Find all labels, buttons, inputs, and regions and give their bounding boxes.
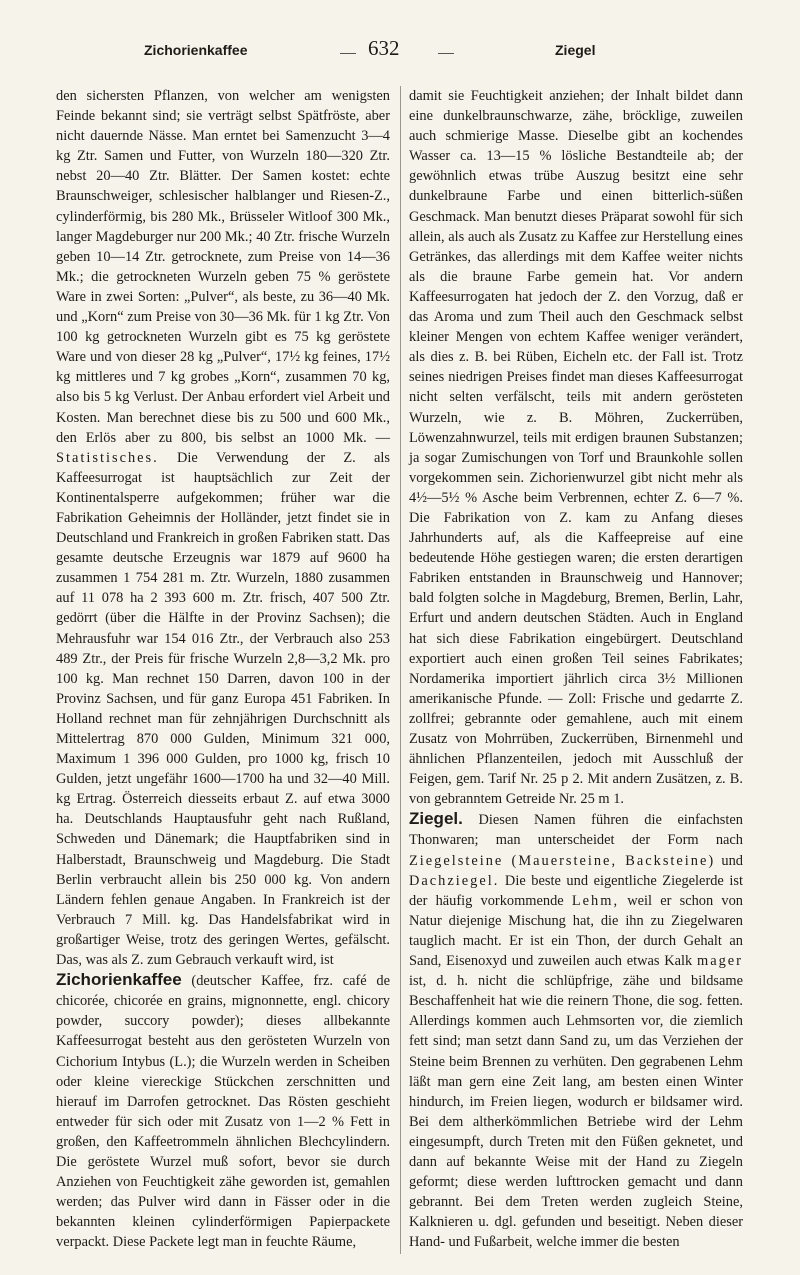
left-column (56, 86, 390, 1252)
text-segment: weil er schon von Natur diejenige Mischung hat, die ihn zu Ziegelwaren tauglich macht. Er ist ein Thon, der durch Gehalt an Sand, Eisenoxyd und zuweilen auch etwas Kalk (409, 892, 743, 970)
entry-zichorienkaffee (56, 970, 390, 1252)
text-segment: Die Verwendung der Z. als Kaffeesurrogat ist hauptsächlich zur Zeit der Kontinentalsperre aufgekommen; früher war die Fabrikation Geheimnis der Holländer, jetzt findet sie in Deutschland und Frankreich in großen Fabriken statt. Das gesamte deutsche Erzeugnis war 1879 auf 9600 ha zusammen 1 754 281 m. Ztr. Wurzeln, 1880 zusammen auf 11 078 ha 2 393 600 m. Ztr. frisch, 407 500 Ztr. gedörrt (über die Hälfte in der Provinz Sachsen); die Mehrausfuhr war 154 016 Ztr., der Verbrauch also 253 489 Ztr., der Preis für frische Wurzeln 2,8—3,2 Mk. pro 100 kg. Man rechnet 150 Darren, davon 100 in der Provinz Sachsen, und für ganz Europa 451 Fabriken. In Holland rechnet man für zehnjährigen Durchschnitt als Mittelertrag 870 000 Gulden, Minimum 321 000, Maximum 1 396 000 Gulden, pro 1000 kg, frisch 10 Gulden, jetzt ungefähr 1600—1700 ha und 32—40 Mill. kg Ertrag. Österreich diesseits erbaut Z. auf etwa 3000 ha. Deutschlands Hauptausfuhr geht nach Rußland, Schweden und Dänemark; die Hauptfabriken sind in Halberstadt, Braunschweig und Magdeburg. Die Stadt Berlin verbraucht allein bis 250 000 kg. Von andern Ländern fehlen genaue Angaben. In Frankreich ist der Verbrauch 7 Mill. kg. Das Handelsfabrikat wird in großartiger Weise, trotz des geringen Wertes, gefälscht. Das, was als Z. zum Gebrauch verkauft wird, ist (56, 449, 390, 969)
text-segment: ist, d. h. nicht die schlüpfrige, zähe und bildsame Beschaffenheit hat wie die reinern Thone, die sog. fetten. Allerdings kommen auch Lehmsorten vor, die ziemlich fett sind; man setzt dann Sand zu, um das Verziehen der Steine beim Brennen zu verhüten. Den gegrabenen Lehm läßt man gern eine Zeit lang, am besten einen Winter hindurch, im Freien liegen, wodurch er bildsamer wird. Bei dem altherkömmlichen Betriebe wird der Lehm eingesumpft, durch Treten mit den Füßen geknetet, und dann auf bekannte Weise mit der Hand zu Ziegeln geformt; diese werden lufttrocken gemacht und dann gebrannt. Bei dem Treten werden zugleich Steine, Kalknieren u. dgl. gefunden und beseitigt. Neben dieser Hand- und Fußarbeit, welche immer die besten (409, 973, 743, 1251)
right-column (409, 86, 743, 1252)
text-segment: Diesen Namen führen die einfachsten Thonwaren; man unterscheidet der Form nach (409, 812, 743, 849)
spaced-term-dachziegel: Dachziegel. (409, 872, 500, 889)
text-segment: Die beste und eigentliche Ziegelerde ist der häufig vorkommende (409, 872, 743, 909)
lemma-zichorienkaffee: Zichorienkaffee (56, 970, 182, 990)
text-segment: und (721, 852, 743, 869)
paragraph-zichorie-cultivation (56, 86, 390, 970)
header-dash-right (438, 53, 454, 54)
header-right-title: Ziegel (555, 42, 596, 58)
header-left-title: Zichorienkaffee (144, 42, 248, 58)
paragraph-zichorienkaffee-continued: damit sie Feuchtigkeit anziehen; der Inhalt bildet dann eine dunkelbraunschwarze, zähe, bröcklige, zuweilen auch schmierige Masse. Dieselbe gibt an kochendes Wasser ca. 13—15 % lösliche Bestandteile ab; der gewöhnlich etwas trübe Auszug besitzt eine sehr dunkelbraune Farbe und einen bitterlich-süßen Geschmack. Man benutzt dieses Präparat sowohl für sich allein, als auch als Zusatz zu Kaffee zur Herstellung eines Getränkes, das allerdings mit dem Kaffee weiter nichts als die braune Farbe gemein hat. Vor andern Kaffeesurrogaten hat jedoch der Z. den Vorzug, daß er das Aroma und zum Theil auch den Geschmack selbst kleiner Mengen von echtem Kaffee weniger verändert, als dies z. B. bei Rüben, Eicheln etc. der Fall ist. Trotz seines niedrigen Preises findet man dieses Kaffeesurrogat nicht selten verfälscht, teils mit andern gerösteten Wurzeln, wie z. B. Möhren, Zuckerrüben, Löwenzahnwurzel, teils mit erdigen braunen Substanzen; ja sogar Zumischungen von Torf und Braunkohle sollen vorgekommen sein. Zichorienwurzel gibt nicht mehr als 4½—5½ % Asche beim Verbrennen, echter Z. 6—7 %. Die Fabrikation von Z. kam zu Anfang dieses Jahrhunderts auf, als die Kaffeepreise auf eine bedeutende Höhe gestiegen waren; die ersten derartigen Fabriken entstanden in Braunschweig und Hannover; bald folgten solche in Magdeburg, Bremen, Berlin, Lahr, Erfurt und andern deutschen Städten. Auch in England hat sich diese Fabrikation eingebürgert. Deutschland exportiert auch einen großen Teil seines Fabrikates; Nordamerika importiert jährlich circa 3½ Millionen amerikanische Pfunde. — Zoll: Frische und gedarrte Z. zollfrei; gebrannte oder gemahlene, auch mit einem Zusatz von Mohrrüben, Zuckerrüben, Birnenmehl und ähnlichen Pflanzenteilen, jedoch mit Ausschluß der Feigen, gem. Tarif Nr. 25 p 2. Mit andern Zusätzen, z. B. von gebranntem Getreide Nr. 25 m 1. (409, 88, 743, 808)
text-segment: (deutscher Kaffee, frz. café de chicorée, chicorée en grains, mignonnette, engl. chicory powder, succory powder); dieses allbekannte Kaffeesurrogat besteht aus den gerösteten Wurzeln von Cichorium Intybus (L.); die Wurzeln werden in Scheiben oder kleine viereckige Stückchen zerschnitten und hierauf im Darrofen getrocknet. Das Rösten geschieht entweder für sich oder mit Zusatz von 1—2 % Fett in großen, den Kaffeetrommeln ähnlichen Blechcylindern. Die geröstete Wurzel muß sofort, bevor sie durch Anziehen von Feuchtigkeit zähe geworden ist, gemahlen werden; das Pulver wird dann in Fässer oder in die bekannten kleinen cylinderförmigen Papierpackete verpackt. Diese Packete legt man in feuchte Räume, (56, 973, 390, 1251)
spaced-term-ziegelsteine: Ziegelsteine (Mauersteine, Backsteine) (409, 852, 716, 869)
entry-ziegel (409, 809, 743, 1252)
text-segment: den sichersten Pflanzen, von welcher am wenigsten Feinde bekannt sind; sie verträgt selbst Spätfröste, aber nicht dauernde Nässe. Man erntet bei Samenzucht 3—4 kg Ztr. Samen und Futter, von Wurzeln 180—320 Ztr. nebst 20—40 Ztr. Blätter. Der Samen kostet: echte Braunschweiger, schlesischer halblanger und Riesen-Z., cylinderförmig, bis 280 Mk., Brüsseler Witloof 300 Mk., langer Magdeburger nur 200 Mk.; 40 Ztr. frische Wurzeln geben 10—14 Ztr. getrocknete, zum Preise von 14—36 Mk.; die getrockneten Wurzeln geben 75 % geröstete Ware in zwei Sorten: „Pulver“, als beste, zu 36—40 Mk. und „Korn“ zum Preise von 30—36 Mk. für 1 kg Ztr. Von 100 kg getrockneten Wurzeln gibt es 75 kg geröstete Ware und von dieser 28 kg „Pulver“, 17½ kg feines, 17½ kg mittleres und 7 kg grobes „Korn“, zusammen 70 kg, also bis 5 kg Verlust. Der Anbau erfordert viel Arbeit und Kosten. Man berechnet diese bis zu 500 und 600 Mk., den Erlös aber zu 800, bis selbst an 1000 Mk. — (56, 88, 390, 446)
spaced-term-lehm: Lehm, (571, 892, 620, 909)
lemma-ziegel: Ziegel. (409, 809, 463, 829)
spaced-heading-statistisches: Statistisches. (56, 449, 159, 466)
column-divider (400, 86, 401, 1254)
page-number: 632 (368, 36, 400, 60)
spaced-term-mager: mager (697, 953, 743, 970)
page-header (0, 36, 800, 66)
header-dash-left (340, 53, 356, 54)
